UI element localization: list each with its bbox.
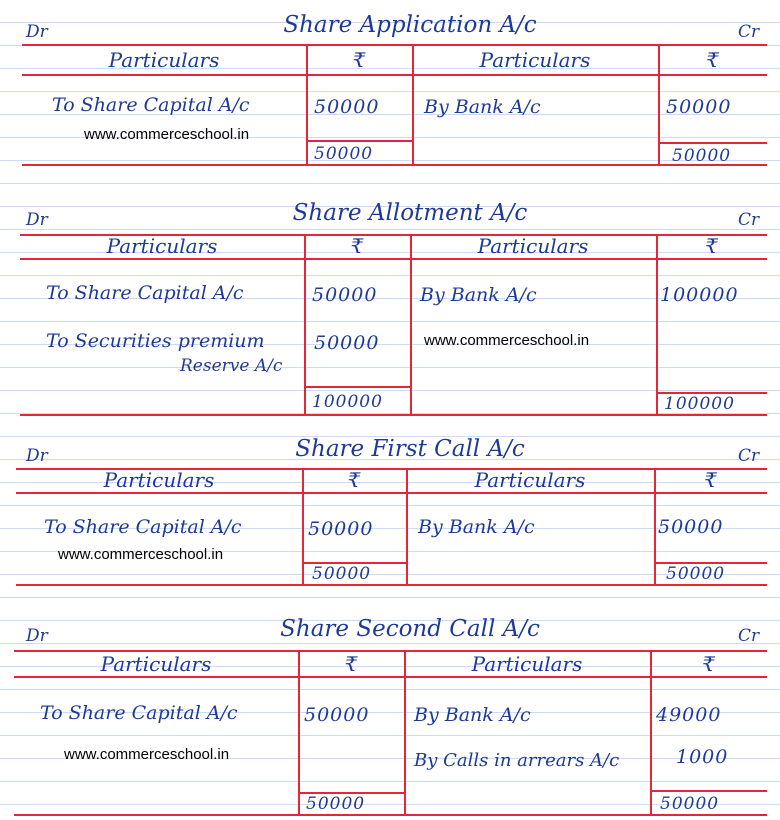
debit-entry-amount: 50000 xyxy=(312,284,378,306)
credit-entry-text: By Calls in arrears A/c xyxy=(414,750,620,771)
credit-total: 50000 xyxy=(660,794,720,814)
cr-label: Cr xyxy=(738,446,760,466)
watermark: www.commerceschool.in xyxy=(424,332,590,349)
ruling-top xyxy=(22,44,767,46)
ruling-total-credit xyxy=(650,790,767,792)
particulars-header-credit: Particulars xyxy=(474,468,586,492)
credit-entry-text: By Bank A/c xyxy=(424,96,541,118)
ledger-title: Share First Call A/c xyxy=(295,436,525,462)
debit-entry-text: To Share Capital A/c xyxy=(52,94,250,116)
particulars-header-credit: Particulars xyxy=(471,652,583,676)
ruling-total-debit xyxy=(306,140,412,142)
ruling-header xyxy=(22,74,767,76)
credit-entry-amount: 100000 xyxy=(660,284,739,306)
ruling-header xyxy=(20,258,767,260)
particulars-header-credit: Particulars xyxy=(479,48,591,72)
credit-total: 50000 xyxy=(672,146,732,166)
ledger-title: Share Allotment A/c xyxy=(292,200,528,226)
dr-label: Dr xyxy=(26,446,48,466)
particulars-header-debit: Particulars xyxy=(106,234,218,258)
debit-total: 100000 xyxy=(312,392,383,412)
debit-entry-text: To Share Capital A/c xyxy=(40,702,238,724)
ledger-share-second-call xyxy=(0,616,780,820)
credit-entry-text: By Bank A/c xyxy=(414,704,531,726)
ruling-header xyxy=(14,676,767,678)
rupee-header-debit: ₹ xyxy=(352,48,366,72)
ruling-bottom xyxy=(14,814,767,816)
cr-label: Cr xyxy=(738,210,760,230)
ruling-total-credit xyxy=(658,142,767,144)
rupee-header-debit: ₹ xyxy=(344,652,358,676)
particulars-header-debit: Particulars xyxy=(103,468,215,492)
ledger-share-application xyxy=(0,12,780,172)
ledger-share-first-call xyxy=(0,436,780,596)
credit-entry-amount: 49000 xyxy=(656,704,722,726)
debit-entry-text-continued: Reserve A/c xyxy=(180,356,283,376)
debit-entry-text: To Share Capital A/c xyxy=(44,516,242,538)
debit-total: 50000 xyxy=(306,794,366,814)
rupee-header-debit: ₹ xyxy=(350,234,364,258)
debit-total: 50000 xyxy=(312,564,372,584)
dr-label: Dr xyxy=(26,626,48,646)
debit-entry-amount: 50000 xyxy=(314,96,380,118)
credit-entry-text: By Bank A/c xyxy=(420,284,537,306)
debit-total: 50000 xyxy=(314,144,374,164)
dr-label: Dr xyxy=(26,210,48,230)
ledger-title: Share Second Call A/c xyxy=(280,616,540,642)
ruling-col-1 xyxy=(304,234,306,416)
debit-entry-amount: 50000 xyxy=(308,518,374,540)
debit-entry-text: To Securities premium xyxy=(46,330,265,352)
dr-label: Dr xyxy=(26,22,48,42)
debit-entry-text: To Share Capital A/c xyxy=(46,282,244,304)
rupee-header-credit: ₹ xyxy=(705,234,718,258)
cr-label: Cr xyxy=(738,626,760,646)
credit-entry-amount: 1000 xyxy=(676,746,729,768)
credit-total: 50000 xyxy=(666,564,726,584)
debit-entry-amount: 50000 xyxy=(304,704,370,726)
ruling-total-debit xyxy=(304,386,410,388)
ruling-col-3 xyxy=(656,234,658,416)
credit-total: 100000 xyxy=(664,394,735,414)
ledger-share-allotment xyxy=(0,200,780,420)
ledger-title: Share Application A/c xyxy=(283,12,537,38)
particulars-header-debit: Particulars xyxy=(100,652,212,676)
cr-label: Cr xyxy=(738,22,760,42)
ruling-bottom xyxy=(22,164,767,166)
ruling-col-2 xyxy=(410,234,412,416)
watermark: www.commerceschool.in xyxy=(64,746,230,763)
particulars-header-debit: Particulars xyxy=(108,48,220,72)
rupee-header-credit: ₹ xyxy=(706,48,719,72)
credit-entry-amount: 50000 xyxy=(666,96,732,118)
rupee-header-credit: ₹ xyxy=(702,652,715,676)
debit-entry-amount: 50000 xyxy=(314,332,380,354)
rupee-header-credit: ₹ xyxy=(704,468,717,492)
particulars-header-credit: Particulars xyxy=(477,234,589,258)
credit-entry-text: By Bank A/c xyxy=(418,516,535,538)
credit-entry-amount: 50000 xyxy=(658,516,724,538)
watermark: www.commerceschool.in xyxy=(84,126,250,143)
watermark: www.commerceschool.in xyxy=(58,546,224,563)
ruling-bottom xyxy=(20,414,767,416)
rupee-header-debit: ₹ xyxy=(347,468,361,492)
